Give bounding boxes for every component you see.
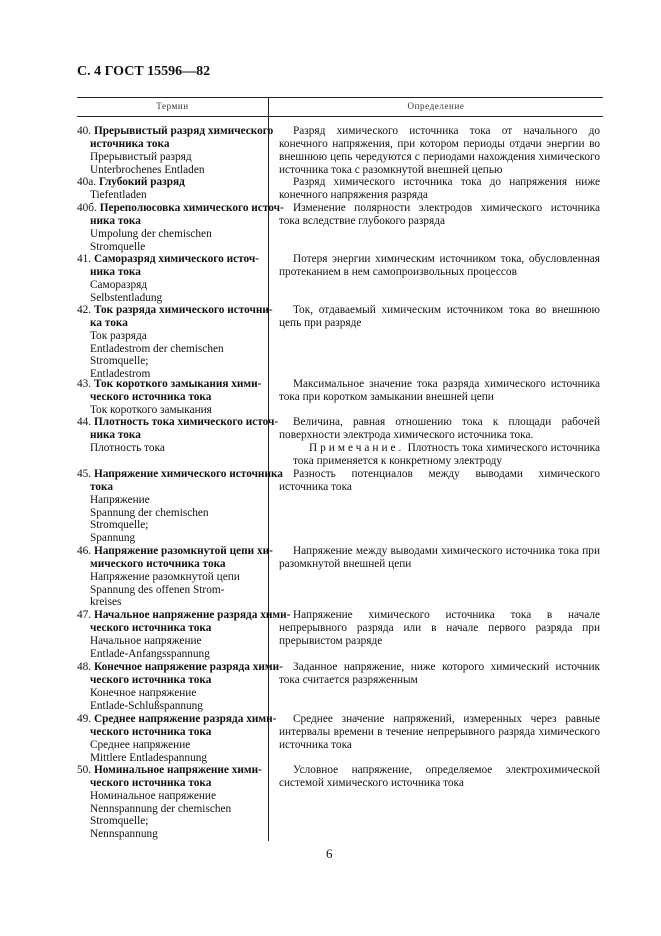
term-cell	[77, 713, 277, 764]
term-synonym: Selbstentladung	[90, 291, 163, 304]
term-line	[77, 304, 273, 317]
term-synonym: Среднее напряжение	[90, 738, 191, 751]
definition-text: Ток, отдаваемый химическим источником тока во внешнюю цепь при разряде	[279, 304, 600, 329]
term-number: 40.	[77, 125, 92, 137]
term-cell	[77, 764, 267, 841]
term-name: тока	[90, 480, 114, 493]
term-line	[77, 726, 267, 739]
definition-text: Разность потенциалов между выводами химического источника тока	[279, 468, 600, 493]
definition-cell	[279, 176, 600, 202]
term-name: Ток короткого замыкания хими-	[93, 378, 262, 390]
term-line	[77, 777, 267, 790]
term-number: 50.	[77, 764, 92, 776]
term-cell	[77, 545, 273, 609]
page-number: 6	[326, 846, 333, 861]
table-header-rule	[77, 116, 603, 117]
term-synonym: Плотность тока	[90, 441, 165, 454]
term-name: ческого источника тока	[90, 776, 212, 789]
term-cell	[77, 125, 274, 176]
term-number: 43.	[77, 378, 92, 390]
term-synonym: Саморазряд	[90, 278, 148, 291]
definition-cell	[279, 661, 600, 687]
term-synonym: Напряжение	[90, 493, 150, 506]
term-number: 47.	[77, 609, 92, 621]
definition-text: Максимальное значение тока разряда химического источника тока при коротком замыкании внешней цепи	[279, 378, 600, 403]
column-header-definition: Определение	[407, 101, 465, 111]
definition-text: Разряд химического источника тока до напряжения ниже конечного напряжения разряда	[279, 176, 600, 201]
term-name: Конечное напряжение разряда хими-	[93, 661, 283, 673]
term-name: Саморазряд химического источ-	[93, 253, 259, 265]
term-name: источника тока	[90, 137, 170, 150]
term-line	[77, 138, 267, 151]
term-synonym: Unterbrochenes Entladen	[90, 163, 205, 176]
term-line	[77, 317, 267, 330]
definition-cell	[279, 416, 600, 467]
term-name: Ток разряда химического источни-	[93, 304, 273, 316]
term-name: ка тока	[90, 316, 128, 329]
term-line	[77, 468, 283, 481]
term-synonym: Напряжение разомкнутой цепи	[90, 570, 240, 583]
definition-note	[279, 442, 600, 468]
definition-cell	[279, 468, 600, 494]
term-name: Глубокий разряд	[98, 176, 185, 188]
term-name: Начальное напряжение разряда хими-	[93, 609, 291, 621]
term-name: Напряжение разомкнутой цепи хи-	[93, 545, 273, 557]
term-synonym: Mittlere Entladespannung	[90, 751, 208, 764]
table-top-rule	[77, 97, 603, 98]
term-cell	[77, 468, 283, 545]
term-line	[77, 429, 267, 442]
term-cell	[77, 661, 283, 712]
term-synonym: Umpolung der chemischen	[90, 227, 212, 240]
term-cell	[77, 304, 273, 381]
term-synonym: Spannung des offenen Strom-	[90, 583, 225, 596]
term-synonym: Номинальное напряжение	[90, 789, 216, 802]
term-line	[77, 622, 267, 635]
definition-cell	[279, 125, 600, 176]
term-synonym: Nennspannung	[90, 828, 158, 841]
term-name: ника тока	[90, 265, 141, 278]
term-line	[77, 253, 267, 266]
term-synonym: Stromquelle;	[90, 815, 149, 828]
term-name: ческого источника тока	[90, 390, 212, 403]
term-name: Среднее напряжение разряда хими-	[93, 713, 277, 725]
term-line	[77, 125, 274, 138]
definition-text: Напряжение химического источника тока в начале непрерывного разряда или в начале первого разряда при прерывистом разряде	[279, 609, 600, 647]
term-number: 42.	[77, 304, 92, 316]
definition-cell	[279, 713, 600, 752]
term-line	[77, 558, 267, 571]
definition-cell	[279, 609, 600, 648]
term-cell	[77, 378, 267, 417]
term-line	[77, 713, 277, 726]
term-synonym: Spannung der chemischen	[90, 506, 209, 519]
term-name: ческого источника тока	[90, 621, 212, 634]
term-number: 46.	[77, 545, 92, 557]
definition-text: Заданное напряжение, ниже которого химический источник тока считается разряженным	[279, 661, 600, 686]
definition-text: Изменение полярности электродов химического источника тока вследствие глубокого разряда	[279, 202, 600, 227]
term-synonym: Entladestrom	[90, 368, 151, 381]
definition-cell	[279, 545, 600, 571]
term-name: ческого источника тока	[90, 673, 212, 686]
term-number: 40б.	[77, 202, 97, 214]
term-name: Прерывистый разряд химического	[93, 125, 274, 137]
term-cell	[77, 609, 291, 660]
term-name: Напряжение химического источника	[93, 468, 283, 480]
term-line	[77, 674, 267, 687]
term-line	[77, 378, 267, 391]
definition-text: Величина, равная отношению тока к площади рабочей поверхности электрода химического источника тока.	[279, 416, 600, 441]
term-line	[77, 176, 267, 189]
term-synonym: Конечное напряжение	[90, 686, 197, 699]
term-line	[77, 391, 267, 404]
term-cell	[77, 253, 267, 304]
term-line	[77, 202, 284, 215]
term-synonym: Entladestrom der chemischen	[90, 342, 224, 355]
term-name: Плотность тока химического источ-	[93, 416, 279, 428]
definition-cell	[279, 253, 600, 279]
term-cell	[77, 176, 267, 202]
term-name: ника тока	[90, 214, 141, 227]
definition-cell	[279, 378, 600, 404]
term-synonym: Stromquelle	[90, 240, 146, 253]
term-line	[77, 215, 267, 228]
term-line	[77, 481, 267, 494]
definition-text: Среднее значение напряжений, измеренных через равные интервалы времени в течение непрерывного разряда химического источника тока	[279, 713, 600, 751]
term-synonym: Stromquelle;	[90, 355, 149, 368]
term-synonym: Spannung	[90, 532, 136, 545]
note-label: Примечание.	[309, 441, 405, 454]
term-number: 48.	[77, 661, 92, 673]
term-name: ческого источника тока	[90, 725, 212, 738]
definition-text: Условное напряжение, определяемое электрохимической системой химического источника тока	[279, 764, 600, 789]
term-synonym: Entlade-Schlußspannung	[90, 699, 203, 712]
note-text: Плотность тока химического источника тока применяется к конкретному электроду	[293, 441, 600, 467]
term-synonym: Nennspannung der chemischen	[90, 802, 232, 815]
term-line	[77, 266, 267, 279]
term-number: 41.	[77, 253, 92, 265]
term-name: мического источника тока	[90, 557, 226, 570]
term-synonym: Stromquelle;	[90, 519, 149, 532]
term-number: 40а.	[77, 176, 97, 188]
term-number: 44.	[77, 416, 92, 428]
term-name: Переполюсовка химического источ-	[99, 202, 284, 214]
definition-text: Потеря энергии химическим источником тока, обусловленная протеканием в нем самопроизвольных процессов	[279, 253, 600, 278]
term-synonym: kreises	[90, 596, 122, 609]
definition-cell	[279, 764, 600, 790]
term-cell	[77, 416, 279, 455]
term-cell	[77, 202, 284, 253]
document-title: С. 4 ГОСТ 15596—82	[77, 64, 211, 79]
term-name: Номинальное напряжение хими-	[93, 764, 262, 776]
column-header-term: Термин	[156, 101, 189, 111]
definition-text: Напряжение между выводами химического источника тока при разомкнутой внешней цепи	[279, 545, 600, 570]
definition-cell	[279, 202, 600, 228]
term-synonym: Ток разряда	[90, 329, 147, 342]
definition-cell	[279, 304, 600, 330]
term-synonym: Прерывистый разряд	[90, 150, 192, 163]
term-synonym: Ток короткого замыкания	[90, 403, 212, 416]
term-number: 45.	[77, 468, 92, 480]
term-synonym: Entlade-Anfangsspannung	[90, 647, 210, 660]
term-synonym: Tiefentladen	[90, 188, 147, 201]
term-line	[77, 661, 283, 674]
term-line	[77, 416, 279, 429]
term-synonym: Начальное напряжение	[90, 634, 202, 647]
definition-text: Разряд химического источника тока от начального до конечного напряжения, при котором периоды отдачи энергии во внешнюю цепь чередуются с периодами нахождения химического источника тока с разомкнутой внешней цепью	[279, 125, 600, 176]
term-number: 49.	[77, 713, 92, 725]
term-line	[77, 609, 291, 622]
term-line	[77, 764, 267, 777]
term-name: ника тока	[90, 428, 141, 441]
term-line	[77, 545, 273, 558]
